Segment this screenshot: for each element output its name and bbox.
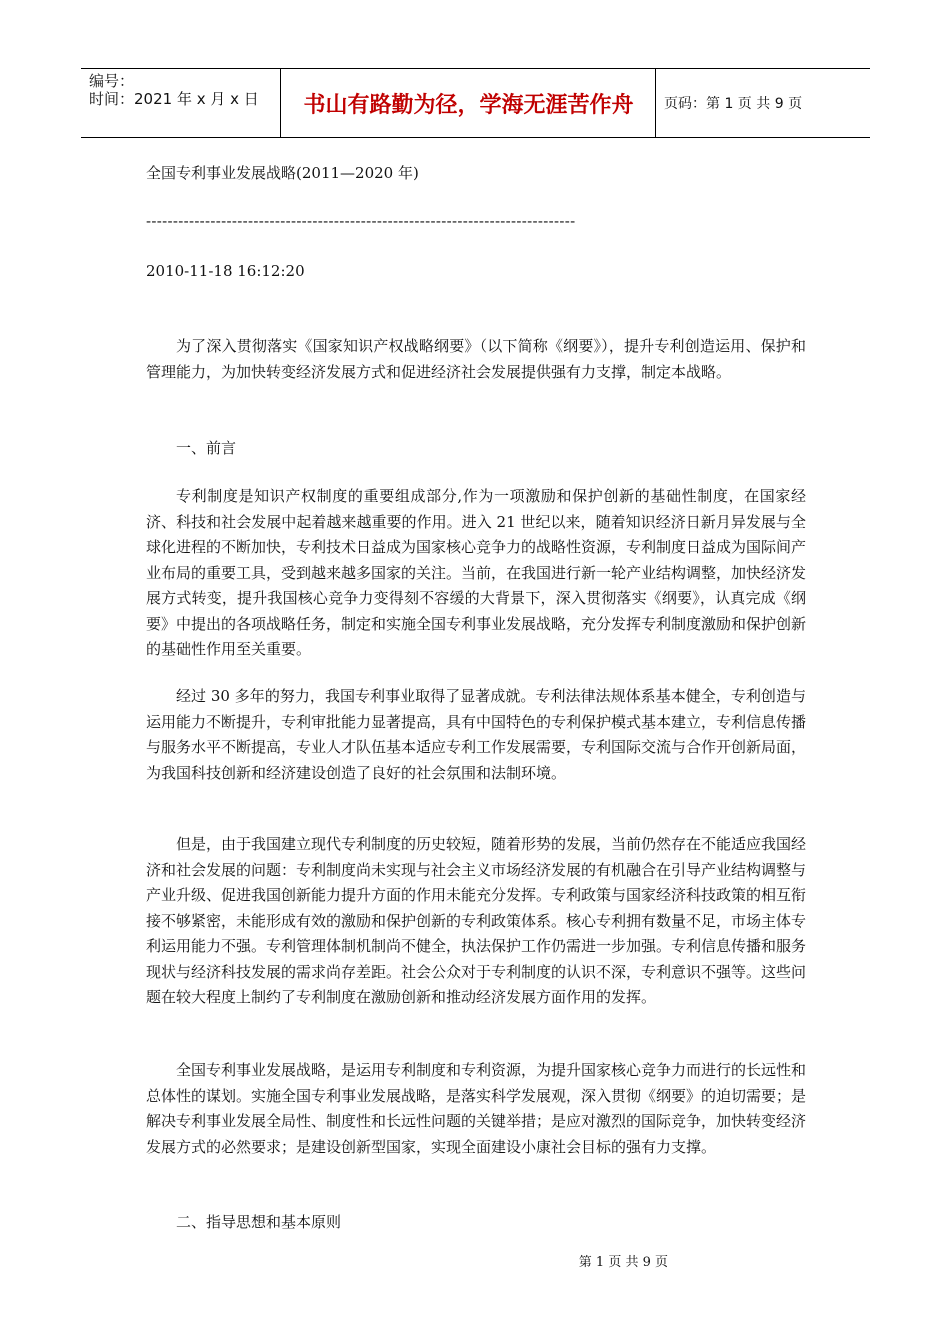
- body-paragraph: 经过 30 多年的努力，我国专利事业取得了显著成就。专利法律法规体系基本健全，专利创造与运用能力不断提升，专利审批能力显著提高，具有中国特色的专利保护模式基本建立，专利信息传播与服务水平不断提高，专业人才队伍基本适应专利工作发展需要，专利国际交流与合作开创新局面，为我国科技创新和经济建设创造了良好的社会氛围和法制环境。: [146, 687, 807, 782]
- page-header: [81, 68, 870, 138]
- intro-paragraph: 为了深入贯彻落实《国家知识产权战略纲要》（以下简称《纲要》），提升专利创造运用、保护和管理能力，为加快转变经济发展方式和促进经济社会发展提供强有力支撑，制定本战略。: [146, 337, 806, 381]
- separator-line: --------------------------------------------------------------------------------: [146, 212, 576, 230]
- section-heading: 二、指导思想和基本原则: [176, 1213, 342, 1231]
- page-footer: [0, 1251, 950, 1270]
- header-motto: 书山有路勤为径，学海无涯苦作舟: [303, 92, 634, 118]
- doc-time-label: 时间：2021 年 x 月 x 日: [89, 90, 259, 108]
- body-paragraph: 专利制度是知识产权制度的重要组成部分,作为一项激励和保护创新的基础性制度，在国家经济、科技和社会发展中起着越来越重要的作用。进入 21 世纪以来，随着知识经济日新月异发展与全球化进程的不断加快，专利技术日益成为国家核心竞争力的战略性资源，专利制度日益成为国际间产业布局的重要工具，受到越来越多国家的关注。当前，在我国进行新一轮产业结构调整，加快经济发展方式转变，提升我国核心竞争力变得刻不容缓的大背景下，深入贯彻落实《纲要》，认真完成《纲要》中提出的各项战略任务，制定和实施全国专利事业发展战略，充分发挥专利制度激励和保护创新的基础性作用至关重要。: [146, 487, 807, 658]
- body-paragraph: 全国专利事业发展战略，是运用专利制度和专利资源，为提升国家核心竞争力而进行的长远性和总体性的谋划。实施全国专利事业发展战略，是落实科学发展观，深入贯彻《纲要》的迫切需要；是解决专利事业发展全局性、制度性和长远性问题的关键举措；是应对激烈的国际竞争，加快转变经济发展方式的必然要求；是建设创新型国家，实现全面建设小康社会目标的强有力支撑。: [146, 1061, 807, 1156]
- body-paragraph: 但是，由于我国建立现代专利制度的历史较短，随着形势的发展，当前仍然存在不能适应我国经济和社会发展的问题：专利制度尚未实现与社会主义市场经济发展的有机融合在引导产业结构调整与产业升级、促进我国创新能力提升方面的作用未能充分发挥。专利政策与国家经济科技政策的相互衔接不够紧密，未能形成有效的激励和保护创新的专利政策体系。核心专利拥有数量不足，市场主体专利运用能力不强。专利管理体制机制尚不健全，执法保护工作仍需进一步加强。专利信息传播和服务现状与经济科技发展的需求尚存差距。社会公众对于专利制度的认识不深，专利意识不强等。这些问题在较大程度上制约了专利制度在激励创新和推动经济发展方面作用的发挥。: [146, 835, 807, 1006]
- header-divider: [280, 69, 281, 137]
- header-divider: [655, 69, 656, 137]
- footer-page-number: 第 1 页 共 9 页: [578, 1255, 668, 1270]
- doc-number-label: 编号：: [89, 72, 135, 90]
- section-heading: 一、前言: [176, 439, 237, 457]
- header-meta: [89, 72, 259, 108]
- doc-timestamp: 2010-11-18 16:12:20: [146, 262, 305, 280]
- header-page-code: 页码：第 1 页 共 9 页: [664, 96, 803, 112]
- doc-title: 全国专利事业发展战略(2011—2020 年): [146, 164, 419, 182]
